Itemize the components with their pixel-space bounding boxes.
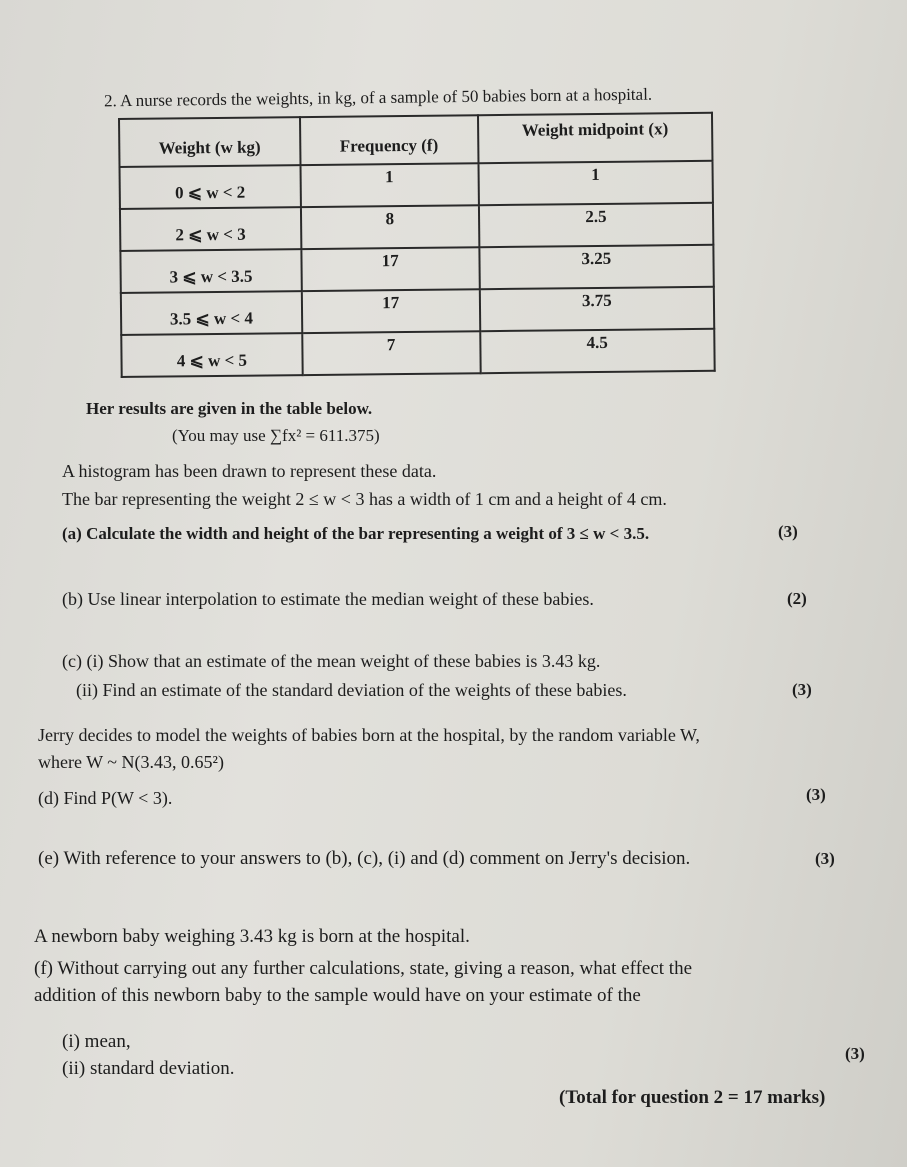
cell-frequency: 17 (302, 289, 480, 333)
part-d: (d) Find P(W < 3). (38, 788, 173, 808)
cell-frequency: 7 (302, 331, 480, 375)
part-b: (b) Use linear interpolation to estimate the median weight of these babies. (62, 589, 594, 609)
part-f-line-1: (f) Without carrying out any further calculations, state, giving a reason, what effect the (34, 958, 693, 979)
part-b-marks: (2) (787, 589, 807, 608)
part-c-ii: (ii) Find an estimate of the standard deviation of the weights of these babies. (76, 680, 627, 700)
total-marks: (Total for question 2 = 17 marks) (559, 1087, 826, 1108)
cell-weight: 4 ⩽ w < 5 (121, 333, 302, 377)
part-a-marks: (3) (778, 522, 798, 541)
cell-weight: 3.5 ⩽ w < 4 (121, 291, 302, 335)
part-f-line-2: addition of this newborn baby to the sample would have on your estimate of the (34, 985, 641, 1006)
table-row (121, 329, 714, 377)
cell-midpoint: 3.75 (480, 287, 715, 331)
cell-weight: 2 ⩽ w < 3 (120, 207, 301, 251)
header-frequency: Frequency (f) (300, 115, 478, 165)
part-f-i: (i) mean, (62, 1031, 131, 1052)
hint-line: (You may use ∑fx² = 611.375) (172, 426, 380, 445)
newborn-line: A newborn baby weighing 3.43 kg is born at the hospital. (34, 926, 470, 947)
part-c-marks: (3) (792, 680, 812, 699)
part-f-ii: (ii) standard deviation. (62, 1058, 235, 1079)
part-a: (a) Calculate the width and height of the bar representing a weight of 3 ≤ w < 3.5. (62, 524, 650, 543)
results-line: Her results are given in the table below. (86, 399, 373, 418)
table-row (120, 203, 713, 251)
cell-midpoint: 4.5 (480, 329, 715, 373)
cell-frequency: 17 (301, 247, 479, 291)
cell-weight: 0 ⩽ w < 2 (120, 165, 301, 209)
cell-midpoint: 2.5 (479, 203, 714, 247)
part-c-i: (c) (i) Show that an estimate of the mean weight of these babies is 3.43 kg. (62, 651, 601, 671)
header-midpoint: Weight midpoint (x) (478, 113, 713, 163)
header-weight: Weight (w kg) (119, 117, 300, 167)
jerry-line-1: Jerry decides to model the weights of babies born at the hospital, by the random variable W, (38, 725, 700, 745)
table-header-row (119, 113, 712, 167)
cell-frequency: 8 (301, 205, 479, 249)
part-f-marks: (3) (845, 1044, 865, 1063)
cell-weight: 3 ⩽ w < 3.5 (120, 249, 301, 293)
question-intro: 2. A nurse records the weights, in kg, of a sample of 50 babies born at a hospital. (103, 84, 653, 111)
table-row (120, 245, 713, 293)
histogram-line: A histogram has been drawn to represent these data. (62, 461, 437, 481)
cell-frequency: 1 (300, 163, 478, 207)
cell-midpoint: 1 (478, 161, 713, 205)
weights-table (118, 112, 716, 378)
cell-midpoint: 3.25 (479, 245, 714, 289)
table-row (120, 161, 713, 209)
bar-line: The bar representing the weight 2 ≤ w < 3 has a width of 1 cm and a height of 4 cm. (62, 489, 667, 509)
table-row (121, 287, 714, 335)
jerry-line-2: where W ~ N(3.43, 0.65²) (38, 752, 224, 772)
part-d-marks: (3) (806, 785, 826, 804)
part-e: (e) With reference to your answers to (b), (c), (i) and (d) comment on Jerry's decision. (38, 848, 691, 869)
part-e-marks: (3) (815, 849, 835, 868)
